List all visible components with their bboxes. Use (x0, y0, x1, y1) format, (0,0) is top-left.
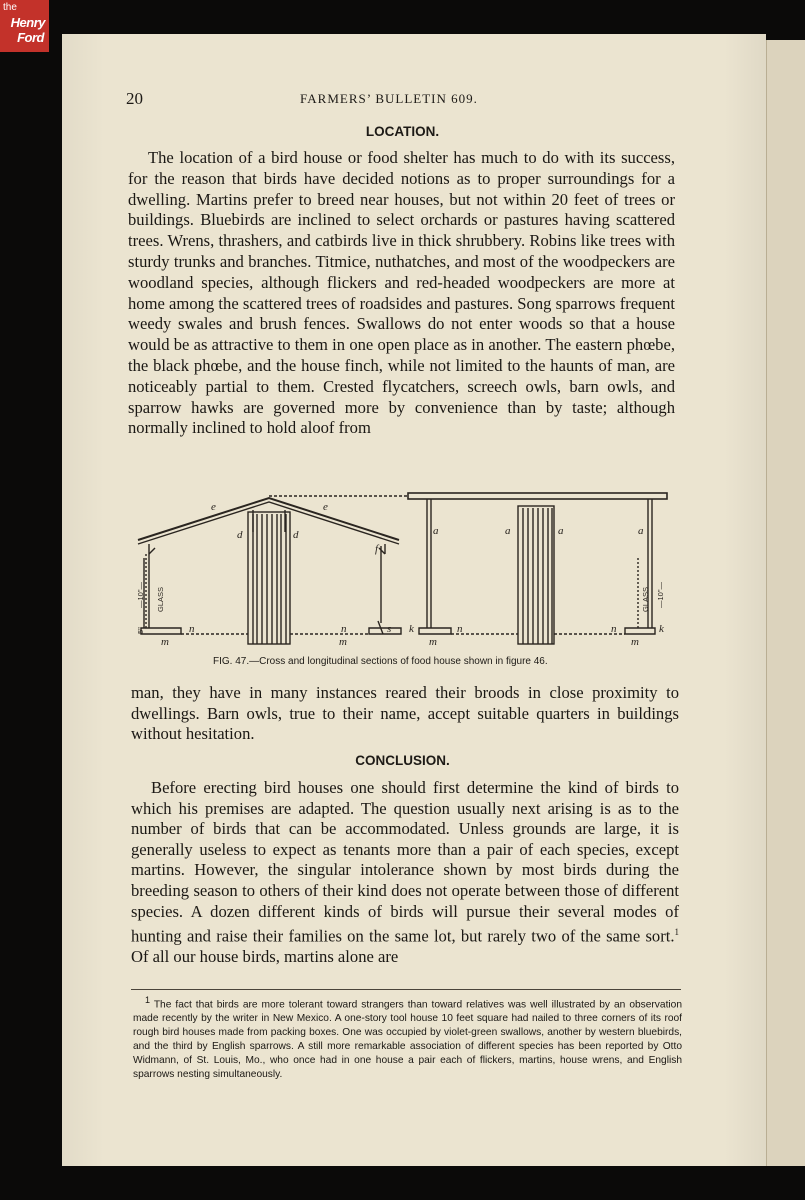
section-title-location: LOCATION. (365, 124, 440, 139)
location-paragraph: The location of a bird house or food shelter has much to do with its success, for the reason that birds have decided notions as to proper surroundings for a dwelling. Martins prefer to breed near houses, but not within 20 feet of trees or buildings. Bluebirds are inclined to select orchards or pastures having scattered trees. Wrens, thrashers, and catbirds live in thick shrubbery. Robins like trees with sturdy trunks and branches. Titmice, nuthatches, and most of the woodpeckers are woodland species, although flickers and red-headed woodpeckers are more at home among the scattered trees of roadsides and pastures. Song sparrows frequent weedy swales and brush fences. Swallows do not enter woods so that a house would be as attractive to them in one open place as in another. The eastern phœbe, the black phœbe, and the house finch, while not limited to the haunts of man, are noticeably partial to them. Crested flycatchers, screech owls, barn owls, and sparrow hawks are governed more by convenience than by taste; although normally inclined to hold aloof from (128, 148, 675, 438)
footnote-ref[interactable]: 1 (674, 927, 679, 938)
label-m-2: m (339, 636, 347, 648)
label-glass-left: GLASS (156, 586, 165, 612)
label-a-3: a (558, 525, 564, 537)
footnote (133, 993, 682, 1082)
logo-the: the (3, 2, 17, 13)
label-n-1: n (189, 623, 195, 635)
running-title: FARMERS’ BULLETIN 609. (300, 91, 478, 106)
conclusion-text: Before erecting bird houses one should first determine the kind of birds to which his premises are adapted. The question usually next arising is as to the number of birds that can be accommodated. Unless grounds are large, it is generally useless to expect as tenants more than a pair of each species, except martins. However, the singular intolerance shown by most birds during the breeding season to others of their kind does not operate between those of different species. A dozen different kinds of birds will pursue their several modes of hunting and raise their families on the same lot, but rarely two of the same sort. (131, 778, 679, 946)
label-f: f (375, 543, 379, 555)
next-page-edge (766, 40, 805, 1166)
label-glass-right: GLASS (641, 586, 650, 612)
label-n-2: n (341, 623, 347, 635)
footnote-mark: 1 (145, 995, 151, 1005)
conclusion-tail: Of all our house birds, martins alone are (131, 947, 399, 967)
label-m-4: m (631, 636, 639, 648)
henry-ford-logo (0, 0, 49, 52)
label-m-3: m (429, 636, 437, 648)
location-continuation: man, they have in many instances reared their broods in close proximity to dwellings. Barn owls, true to their name, accept suitable quarters in buildings without hesitation. (131, 683, 679, 744)
section-title-conclusion: CONCLUSION. (355, 753, 450, 768)
label-k-1: k (409, 623, 414, 635)
label-s: s (387, 623, 392, 635)
label-n-3: n (457, 623, 463, 635)
label-height-right: —10"— (656, 581, 665, 608)
label-a-2: a (505, 525, 511, 537)
footnote-text: The fact that birds are more tolerant toward strangers than toward relatives was well illustrated by an observation made recently by the writer in New Mexico. A one-story tool house 10 feet square had nailed to three corners of its roof rough bird houses made from packing boxes. One was occupied by violet-green swallows, another by western bluebirds, and the third by English sparrows. A still more remarkable association of different species has been reported by Otto Widmann, of St. Louis, Mo., who once had in one house a pair each of flickers, martins, house wrens, and English sparrows nesting simultaneously. (133, 999, 682, 1081)
label-e-left: e (211, 501, 216, 513)
label-d-right: d (293, 529, 299, 541)
label-e-right: e (323, 501, 328, 513)
label-m-1: m (161, 636, 169, 648)
label-n-4: n (611, 623, 617, 635)
label-k-2: k (659, 623, 664, 635)
page-number: 20 (126, 89, 143, 108)
label-a-1: a (433, 525, 439, 537)
label-a-4: a (638, 525, 644, 537)
longitudinal-section-drawing (408, 493, 667, 644)
label-bottom-left: 5" (136, 627, 145, 634)
food-house-section-figure (133, 488, 683, 648)
figure-caption: FIG. 47.—Cross and longitudinal sections of food house shown in figure 46. (213, 656, 548, 667)
logo-henry: Henry (10, 15, 45, 30)
conclusion-paragraph (131, 778, 679, 968)
cross-section-drawing (138, 496, 408, 644)
logo-ford: Ford (17, 30, 44, 45)
footnote-rule (131, 989, 681, 990)
label-height-left: —10"— (136, 581, 145, 608)
label-d-left: d (237, 529, 243, 541)
